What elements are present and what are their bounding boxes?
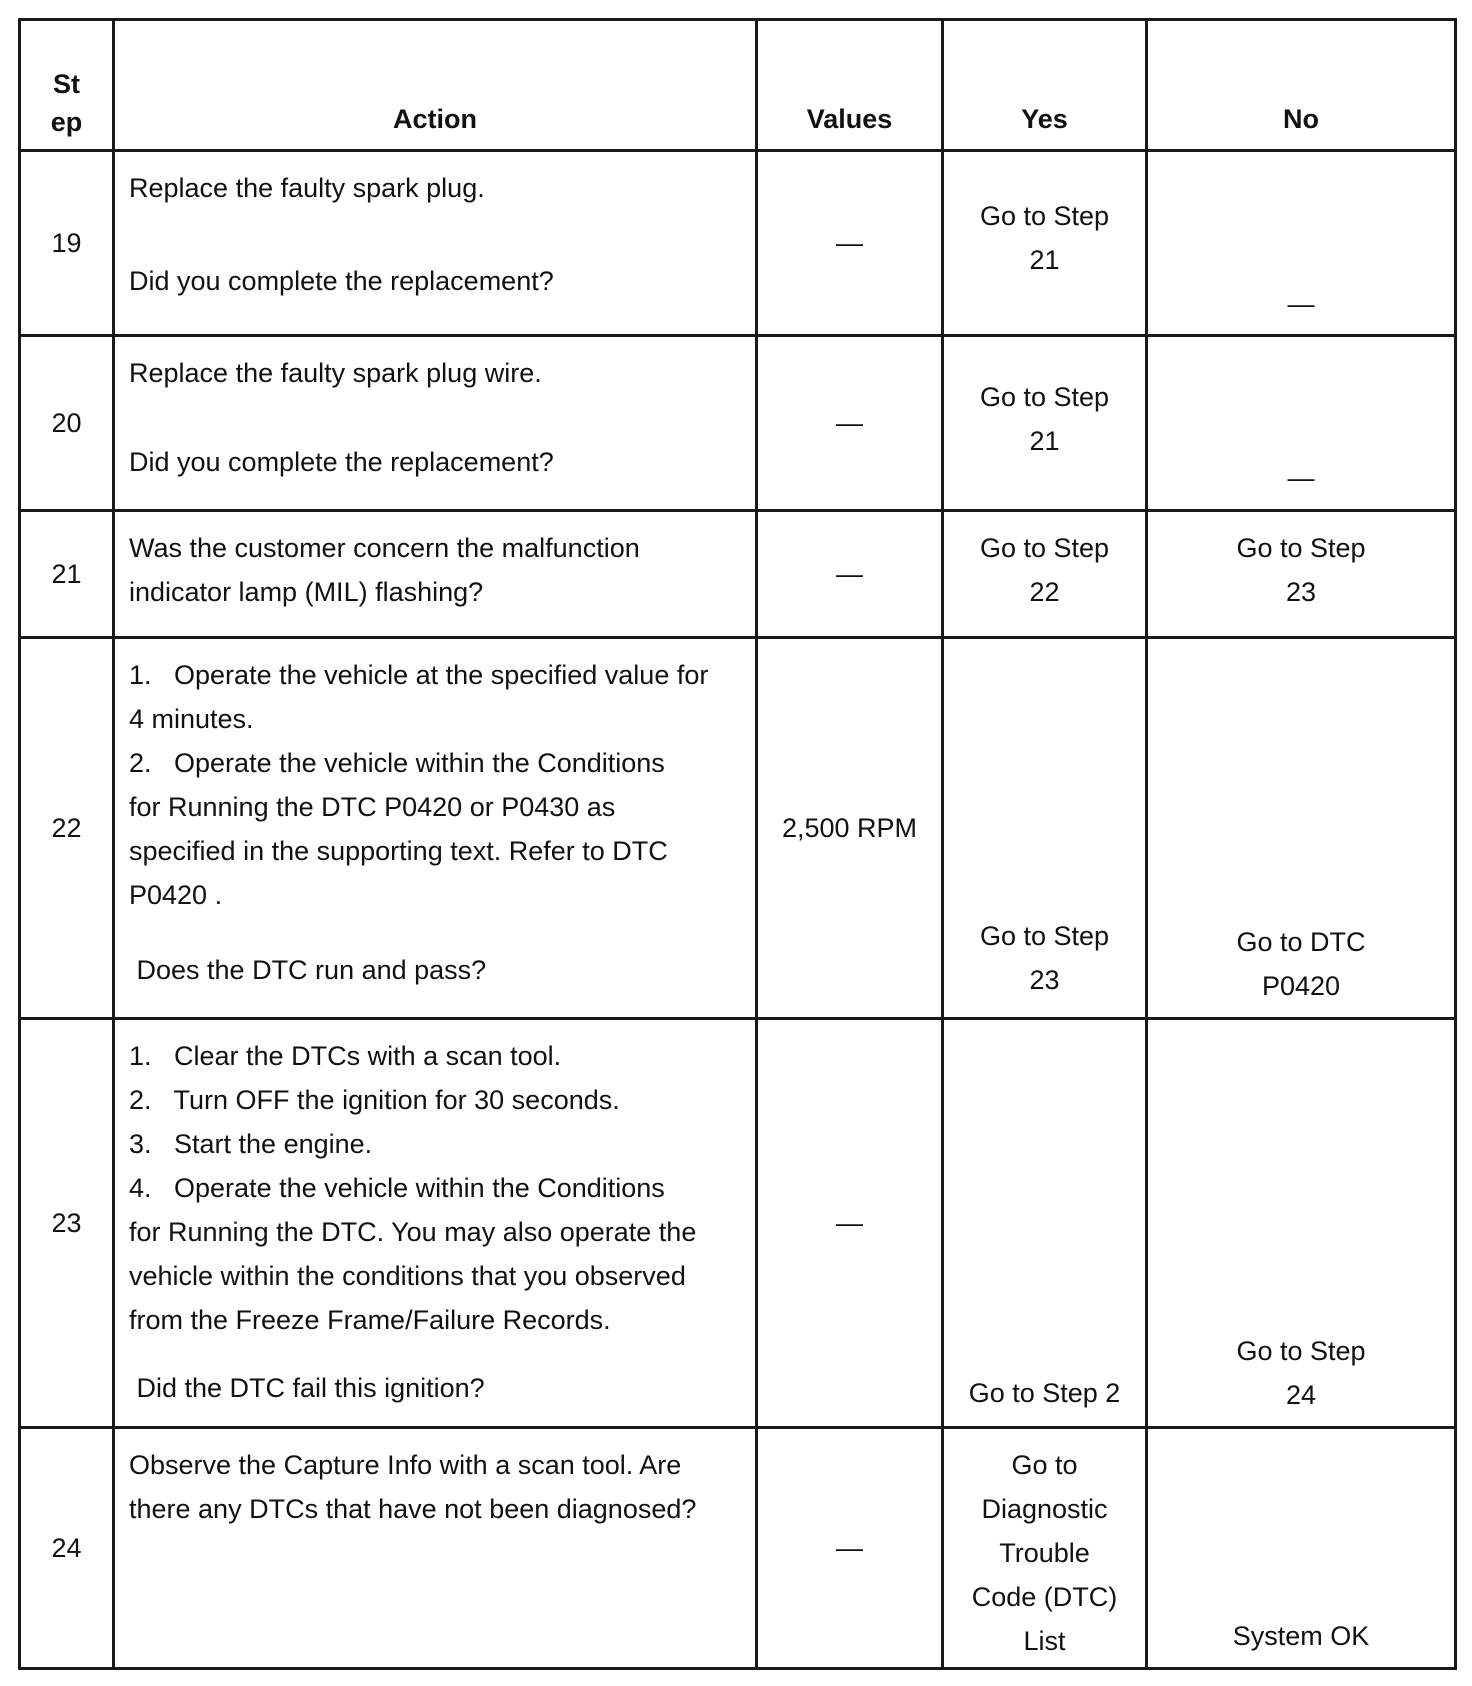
yes-result-line: Code (DTC) [971,1582,1118,1613]
step-number: 24 [20,1428,114,1669]
step-number: 21 [20,510,114,637]
values-cell: — [757,510,943,637]
action-cell [114,510,757,637]
action-line: specified in the supporting text. Refer to DTC [129,836,668,867]
values-cell: — [757,336,943,510]
action-question: Does the DTC run and pass? [129,955,487,986]
action-cell [114,151,757,336]
action-line: Replace the faulty spark plug. [129,173,485,203]
step-number: 19 [20,151,114,336]
action-line: Was the customer concern the malfunction [129,532,640,563]
yes-cell [943,1428,1147,1669]
header-row [20,20,1456,151]
yes-cell [943,510,1147,637]
yes-result-line: Trouble [999,1538,1090,1569]
action-line: 4 minutes. [129,704,254,735]
diagnostic-table [18,18,1457,1670]
yes-result-line: Go to Step 2 [968,1378,1121,1409]
action-line: for Running the DTC P0420 or P0430 as [129,792,616,823]
no-result-line: Go to Step [1236,1336,1366,1367]
action-line: indicator lamp (MIL) flashing? [129,576,484,607]
values-cell: — [757,151,943,336]
yes-cell [943,1019,1147,1428]
table-row [20,638,1456,1019]
yes-result-line: List [1023,1626,1066,1657]
yes-result-line: Diagnostic [981,1494,1108,1525]
yes-result-line: Go to Step [979,201,1110,231]
table-row [20,336,1456,510]
step-number: 20 [20,336,114,510]
table-row [20,151,1456,336]
action-line: vehicle within the conditions that you observed [129,1261,686,1292]
yes-result-line: 21 [1029,426,1060,457]
action-line: P0420 . [129,880,223,911]
action-line: Observe the Capture Info with a scan tool. Are [129,1450,682,1481]
table-row [20,1428,1456,1669]
action-line: from the Freeze Frame/Failure Records. [129,1305,611,1336]
action-question: Did you complete the replacement? [129,447,554,478]
header-yes: Yes [943,20,1147,151]
no-cell [1147,1019,1456,1428]
table-row [20,510,1456,637]
values-cell: — [757,1428,943,1669]
yes-result-line: 22 [1029,576,1060,607]
values-cell: — [757,1019,943,1428]
action-line: 1. Clear the DTCs with a scan tool. [129,1041,562,1072]
header-step: St ep [20,20,114,151]
action-question: Did the DTC fail this ignition? [129,1373,485,1404]
yes-result-line: Go to Step [979,921,1110,952]
no-cell [1147,151,1456,336]
no-result-line: 24 [1285,1380,1317,1411]
no-cell [1147,638,1456,1019]
action-line: Replace the faulty spark plug wire. [129,358,542,389]
step-number: 22 [20,638,114,1019]
action-cell [114,1428,757,1669]
action-cell [114,336,757,510]
action-line: there any DTCs that have not been diagnosed? [129,1494,697,1525]
no-result-line: System OK [1232,1621,1370,1652]
no-cell [1147,1428,1456,1669]
action-question: Did you complete the replacement? [129,266,554,296]
action-line: 2. Operate the vehicle within the Conditions [129,748,665,779]
header-no: No [1147,20,1456,151]
action-line: for Running the DTC. You may also operate the [129,1217,697,1248]
header-action: Action [114,20,757,151]
no-cell [1147,336,1456,510]
values-cell: 2,500 RPM [757,638,943,1019]
table-row [20,1019,1456,1428]
yes-result-line: Go to [1011,1450,1078,1481]
yes-result-line: Go to Step [979,382,1110,413]
step-number: 23 [20,1019,114,1428]
action-line: 3. Start the engine. [129,1129,373,1160]
yes-cell [943,638,1147,1019]
no-result-line: Go to DTC [1236,927,1366,958]
header-values: Values [757,20,943,151]
yes-result-line: 21 [1029,245,1060,275]
yes-cell [943,151,1147,336]
action-line: 4. Operate the vehicle within the Conditions [129,1173,665,1204]
action-line: 1. Operate the vehicle at the specified value for [129,660,709,691]
no-result-line: P0420 [1261,971,1341,1002]
no-cell [1147,510,1456,637]
no-result-line: — [1287,289,1315,319]
action-cell [114,638,757,1019]
action-line: 2. Turn OFF the ignition for 30 seconds. [129,1085,620,1116]
yes-result-line: Go to Step [979,532,1110,563]
no-result-line: 23 [1285,576,1317,607]
yes-cell [943,336,1147,510]
no-result-line: — [1287,463,1315,494]
no-result-line: Go to Step [1236,532,1366,563]
action-cell [114,1019,757,1428]
yes-result-line: 23 [1029,965,1060,996]
